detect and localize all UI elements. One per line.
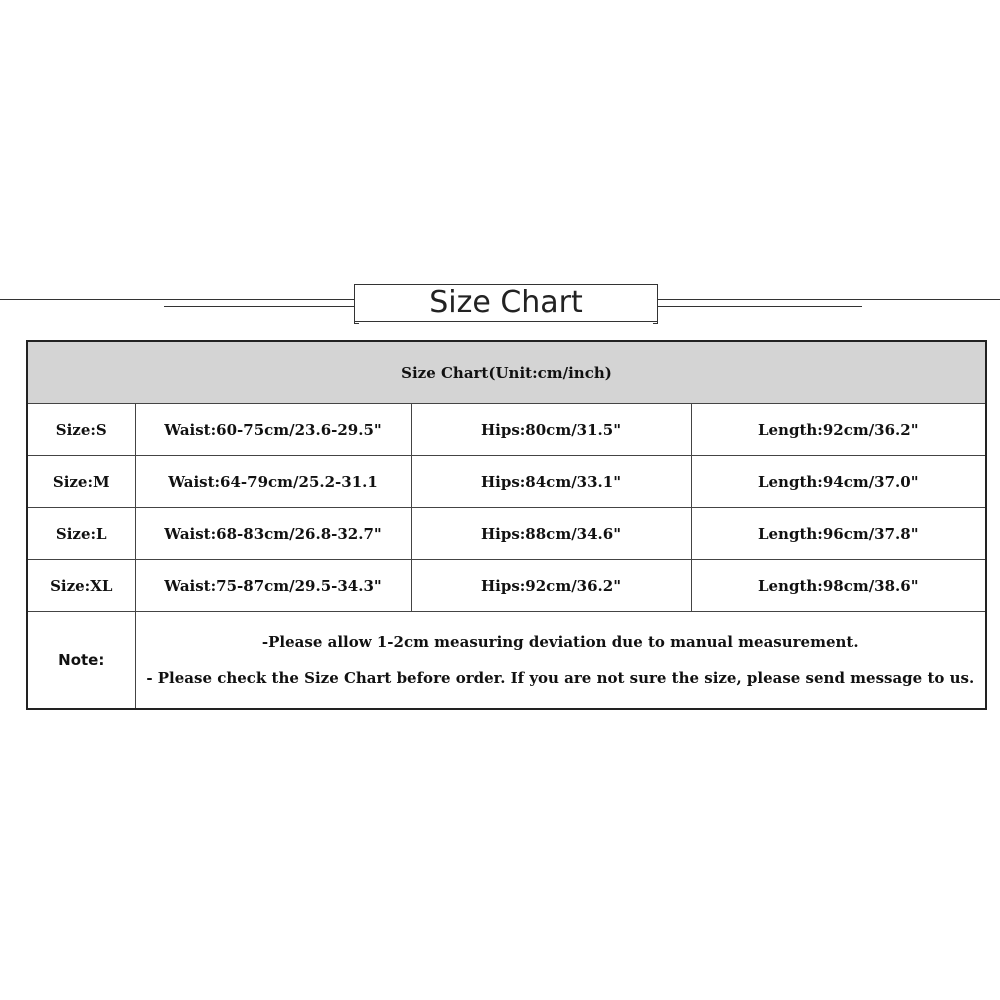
size-cell: Size:L: [27, 508, 135, 560]
size-cell: Size:M: [27, 456, 135, 508]
size-table: [26, 340, 987, 710]
waist-cell: Waist:60-75cm/23.6-29.5": [135, 404, 411, 456]
length-cell: Length:94cm/37.0": [691, 456, 986, 508]
table-header: Size Chart(Unit:cm/inch): [27, 341, 986, 404]
title-line-right-outer: [658, 299, 1000, 300]
page-title: Size Chart: [429, 285, 583, 320]
title-box: [354, 284, 658, 322]
hips-cell: Hips:92cm/36.2": [411, 560, 691, 612]
length-cell: Length:96cm/37.8": [691, 508, 986, 560]
note-row: [27, 612, 986, 710]
length-cell: Length:92cm/36.2": [691, 404, 986, 456]
table-row: [27, 456, 986, 508]
title-line-left-inner: [164, 306, 354, 307]
size-cell: Size:XL: [27, 560, 135, 612]
table-header-row: [27, 341, 986, 404]
table-row: [27, 404, 986, 456]
waist-cell: Waist:64-79cm/25.2-31.1: [135, 456, 411, 508]
size-cell: Size:S: [27, 404, 135, 456]
title-line-right-inner: [658, 306, 862, 307]
waist-cell: Waist:68-83cm/26.8-32.7": [135, 508, 411, 560]
table-row: [27, 560, 986, 612]
waist-cell: Waist:75-87cm/29.5-34.3": [135, 560, 411, 612]
note-content: [135, 612, 986, 710]
note-line-deviation: -Please allow 1-2cm measuring deviation due to manual measurement.: [261, 633, 859, 651]
note-line-check-size: - Please check the Size Chart before order. If you are not sure the size, please send message to us.: [146, 669, 975, 687]
title-line-left-outer: [0, 299, 354, 300]
hips-cell: Hips:80cm/31.5": [411, 404, 691, 456]
hips-cell: Hips:88cm/34.6": [411, 508, 691, 560]
note-label: Note:: [27, 612, 135, 710]
hips-cell: Hips:84cm/33.1": [411, 456, 691, 508]
table-row: [27, 508, 986, 560]
length-cell: Length:98cm/38.6": [691, 560, 986, 612]
